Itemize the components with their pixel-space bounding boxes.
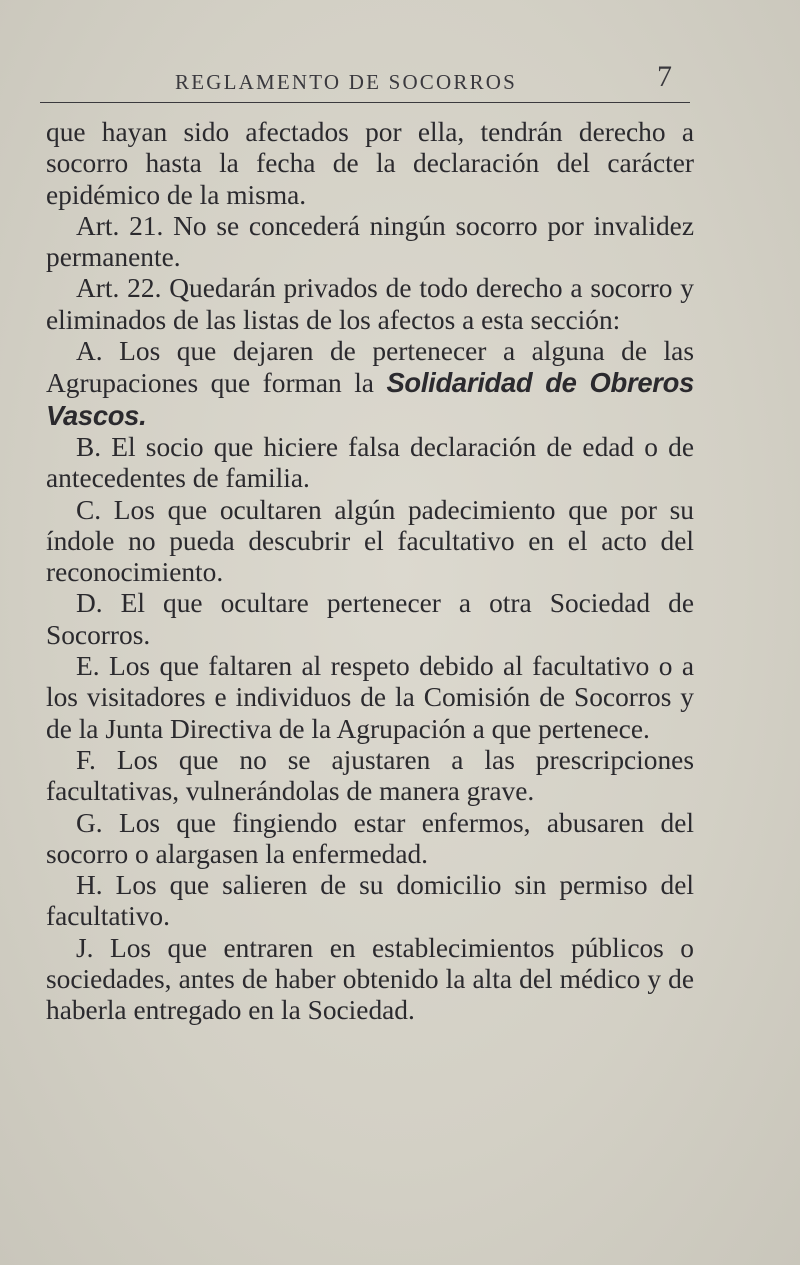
- item-f: F. Los que no se ajustaren a las prescripciones facultativas, vulnerándolas de manera grave.: [46, 744, 694, 807]
- article-21: Art. 21. No se concederá ningún socorro por invalidez permanente.: [46, 210, 694, 273]
- item-e: E. Los que faltaren al respeto debido al facultativo o a los visitadores e individuos de la Comisión de Socorros y de la Junta Directiva de la Agrupación a que pertenece.: [46, 651, 694, 744]
- article-22: Art. 22. Quedarán privados de todo derecho a socorro y eliminados de las listas de los afectos a esta sección:: [46, 273, 694, 335]
- item-b: B. El socio que hiciere falsa declaración de edad o de antecedentes de familia.: [46, 431, 694, 494]
- item-h: H. Los que salieren de su domicilio sin permiso del facultativo.: [46, 870, 694, 932]
- item-d: D. El que ocultare pertenecer a otra Sociedad de Socorros.: [46, 588, 694, 650]
- item-j: J. Los que entraren en establecimientos públicos o sociedades, antes de haber obtenido la alta del médico y de haberla entregado en la Sociedad.: [46, 932, 694, 1026]
- body-text: [46, 117, 694, 1027]
- item-a-text: A. Los que dejaren de pertenecer a alguna de las Agrupaciones que forman la: [46, 336, 694, 399]
- item-g: G. Los que fingiendo estar enfermos, abusaren del socorro o alargasen la enfermedad.: [46, 807, 694, 869]
- item-c: C. Los que ocultaren algún padecimiento que por su índole no pueda descubrir el facultativo en el acto del reconocimiento.: [46, 494, 694, 588]
- item-a-italic: Solidaridad de Obreros Vascos.: [46, 367, 695, 431]
- paragraph-continuation: que hayan sido afectados por ella, tendrán derecho a socorro hasta la fecha de la declaración del carácter epidémico de la misma.: [46, 117, 694, 210]
- running-title: REGLAMENTO DE SOCORROS: [175, 70, 518, 94]
- item-a: [46, 336, 694, 432]
- page-number: 7: [657, 60, 672, 93]
- page-header: [40, 58, 690, 103]
